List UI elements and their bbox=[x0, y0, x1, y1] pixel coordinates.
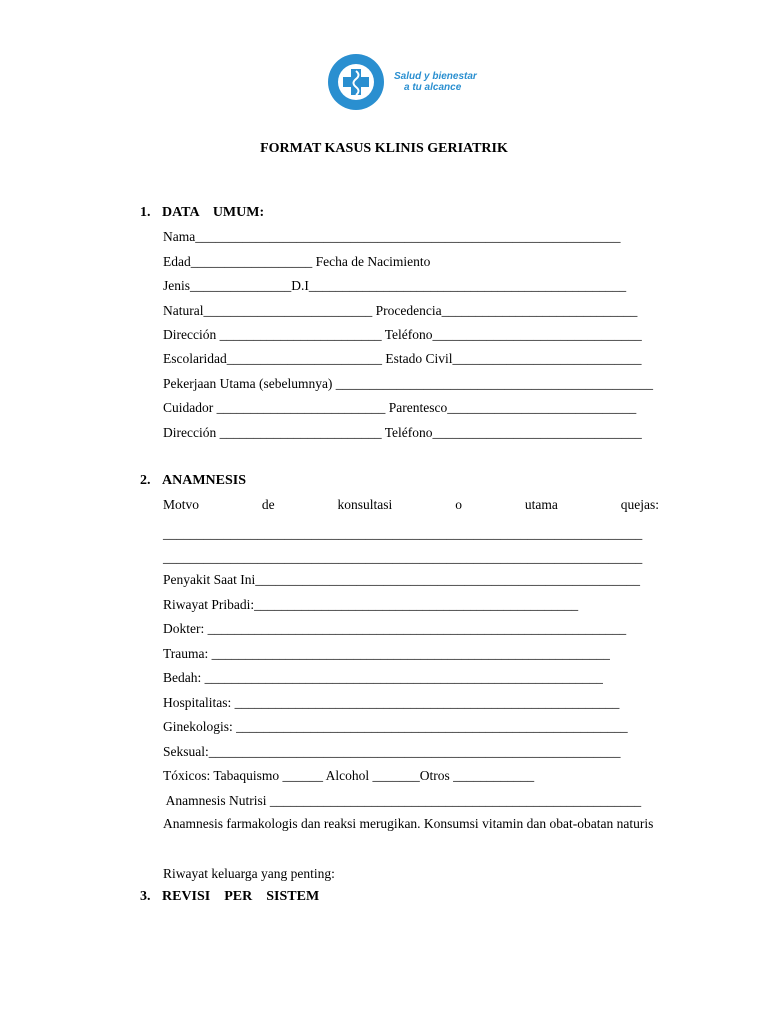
field-jenis: Jenis_______________D.I_______________________________________________ bbox=[163, 278, 627, 293]
field-bedah: Bedah: ___________________________________________________________ bbox=[163, 670, 603, 685]
field-nama: Nama_______________________________________________________________ bbox=[163, 229, 621, 244]
field-hospitalitas: Hospitalitas: _________________________________________________________ bbox=[163, 695, 620, 710]
field-riwayat-keluarga: Riwayat keluarga yang penting: bbox=[163, 866, 335, 881]
motivo-word: de bbox=[261, 497, 275, 512]
field-edad: Edad__________________ Fecha de Nacimiento bbox=[163, 254, 431, 269]
field-dokter: Dokter: ______________________________________________________________ bbox=[163, 621, 627, 636]
blank-line: _______________________________________________________________________ bbox=[163, 526, 643, 541]
section-3-title: REVISI PER SISTEM bbox=[162, 889, 320, 904]
field-farmakologis: Anamnesis farmakologis dan reaksi merugikan. Konsumsi vitamin dan obat-obatan naturis bbox=[163, 816, 654, 831]
motivo-word: Motvo bbox=[163, 497, 200, 512]
clinic-logo bbox=[326, 52, 477, 112]
motivo-word: konsultasi bbox=[337, 497, 393, 512]
field-pekerjaan: Pekerjaan Utama (sebelumnya) _______________________________________________ bbox=[163, 376, 654, 391]
section-2-heading bbox=[140, 473, 246, 489]
field-natural: Natural_________________________ Procedencia_____________________________ bbox=[163, 303, 638, 318]
section-1-number: 1. bbox=[140, 205, 151, 220]
field-escolaridad: Escolaridad_______________________ Estado Civil____________________________ bbox=[163, 351, 642, 366]
document-title: FORMAT KASUS KLINIS GERIATRIK bbox=[260, 141, 508, 156]
field-motivo bbox=[163, 497, 659, 513]
motivo-word: quejas: bbox=[620, 497, 659, 512]
section-3-number: 3. bbox=[140, 889, 151, 904]
motivo-word: o bbox=[455, 497, 462, 512]
field-direccion: Dirección ________________________ Teléfono_______________________________ bbox=[163, 327, 642, 342]
field-riwayat-pribadi: Riwayat Pribadi:________________________________________________ bbox=[163, 597, 579, 612]
section-1-heading bbox=[140, 205, 264, 221]
motivo-word: utama bbox=[524, 497, 558, 512]
section-2-title: ANAMNESIS bbox=[162, 473, 247, 488]
field-ginekologis: Ginekologis: __________________________________________________________ bbox=[163, 719, 628, 734]
field-nutrisi: Anamnesis Nutrisi _______________________________________________________ bbox=[163, 793, 642, 808]
field-trauma: Trauma: ___________________________________________________________ bbox=[163, 646, 610, 661]
field-penyakit: Penyakit Saat Ini_________________________________________________________ bbox=[163, 572, 640, 587]
logo-tagline-1: Salud y bienestar bbox=[394, 71, 477, 82]
blank-line: _______________________________________________________________________ bbox=[163, 550, 643, 565]
section-1-title: DATA UMUM: bbox=[162, 205, 265, 220]
section-3-heading bbox=[140, 889, 319, 905]
field-seksual: Seksual:_____________________________________________________________ bbox=[163, 744, 621, 759]
section-2-number: 2. bbox=[140, 473, 151, 488]
logo-tagline-2: a tu alcance bbox=[404, 82, 462, 93]
field-cuidador: Cuidador _________________________ Parentesco____________________________ bbox=[163, 400, 637, 415]
field-toxicos: Tóxicos: Tabaquismo ______ Alcohol _______Otros ____________ bbox=[163, 768, 535, 783]
field-direccion-cuidador: Dirección ________________________ Teléfono_______________________________ bbox=[163, 425, 642, 440]
